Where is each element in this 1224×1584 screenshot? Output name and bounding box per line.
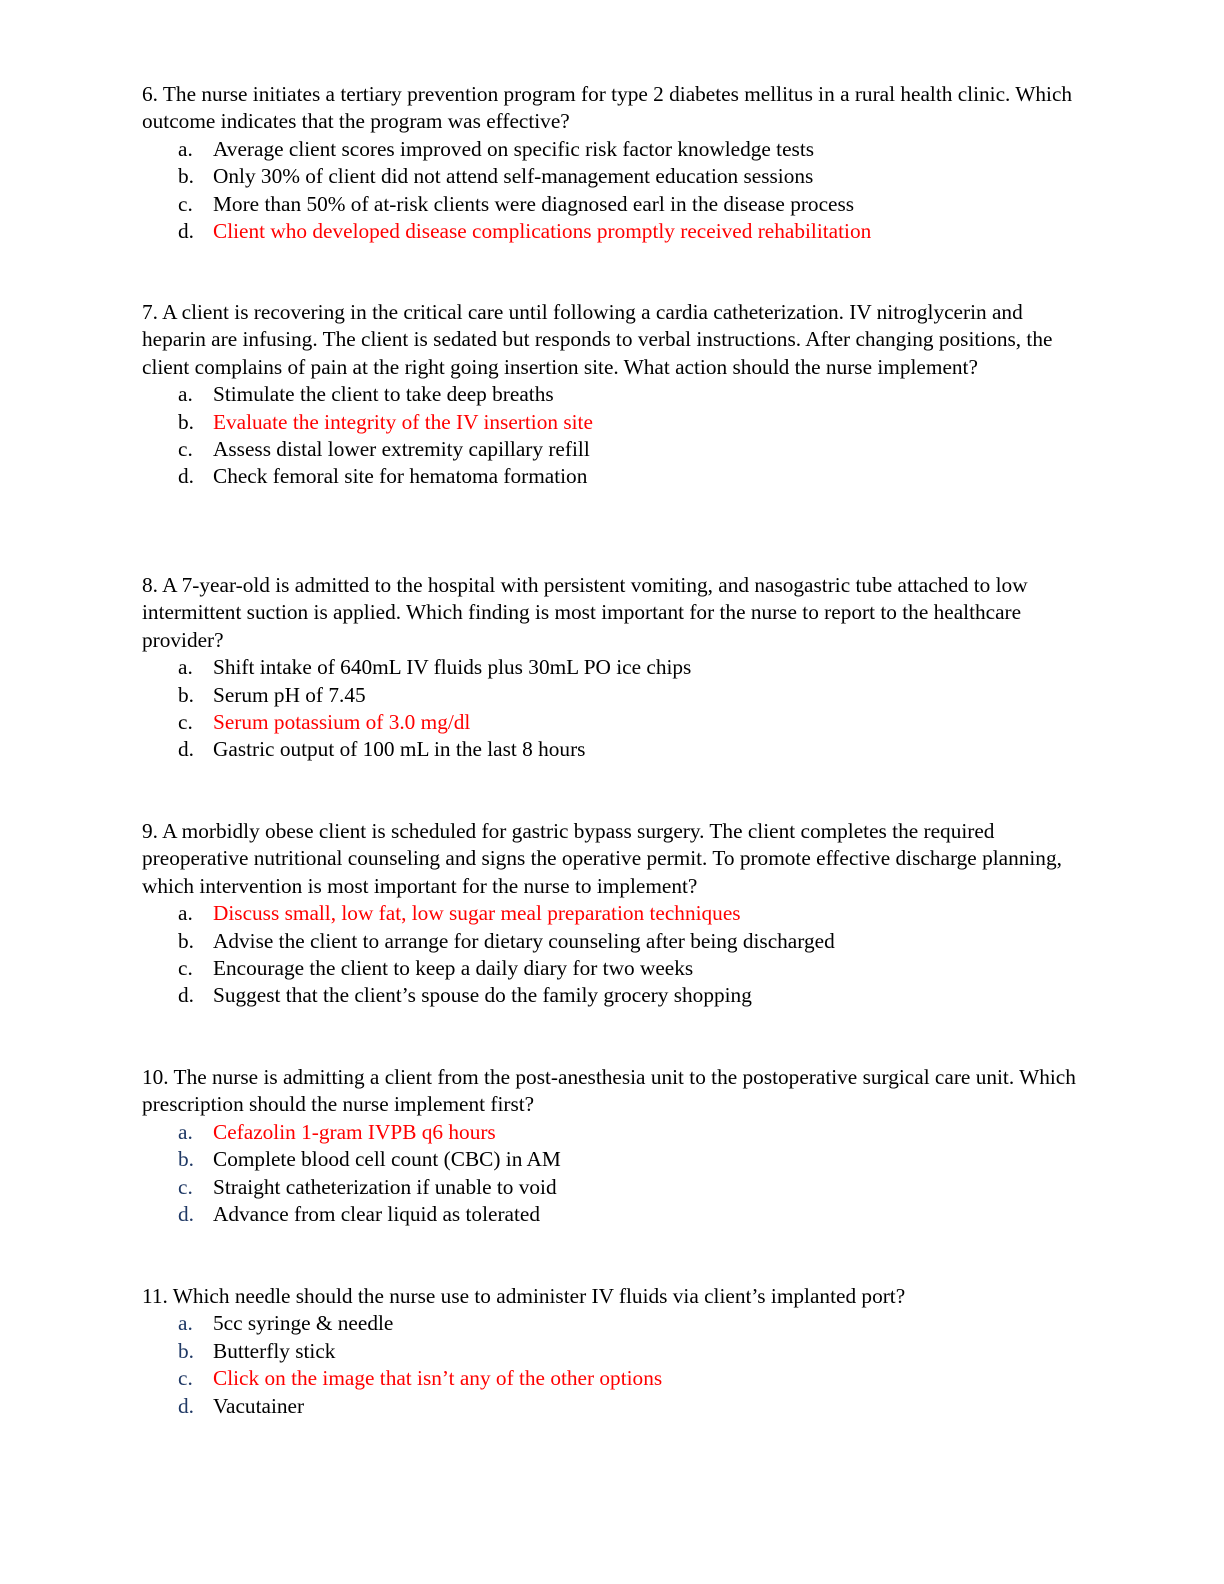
option-b <box>142 682 1082 709</box>
option-letter: a. <box>178 901 193 926</box>
option-a <box>142 900 1082 927</box>
question-stem: 10. The nurse is admitting a client from the post-anesthesia unit to the postoperative surgical care unit. Which prescription should the nurse implement first? <box>142 1065 1076 1117</box>
option-text: Suggest that the client’s spouse do the family grocery shopping <box>213 983 752 1008</box>
option-letter: d. <box>178 1201 194 1226</box>
option-d <box>142 218 1082 245</box>
option-a <box>142 1119 1082 1146</box>
highlighted-option-text: Click on the image that isn’t any of the other options <box>213 1366 663 1391</box>
option-text: Check femoral site for hematoma formation <box>213 464 588 489</box>
option-letter: d. <box>178 983 194 1008</box>
question-stem: 11. Which needle should the nurse use to administer IV fluids via client’s implanted port? <box>142 1284 906 1308</box>
question-stem: 6. The nurse initiates a tertiary prevention program for type 2 diabetes mellitus in a rural health clinic. Which outcome indicates that the program was effective? <box>142 82 1073 134</box>
question-6 <box>142 81 1082 245</box>
option-text: Advise the client to arrange for dietary counseling after being discharged <box>213 928 835 953</box>
highlighted-option-text: Serum potassium of 3.0 mg/dl <box>213 710 471 734</box>
option-b <box>142 409 1082 436</box>
option-text: Average client scores improved on specific risk factor knowledge tests <box>213 136 815 161</box>
question-9 <box>142 818 1082 1010</box>
option-letter: c. <box>178 1174 193 1199</box>
option-letter: b. <box>178 1147 194 1172</box>
option-letter: b. <box>178 409 194 434</box>
option-letter: d. <box>178 1393 194 1418</box>
option-d <box>142 1201 1082 1228</box>
option-text: Butterfly stick <box>213 1338 336 1363</box>
option-text: Only 30% of client did not attend self-management education sessions <box>213 164 814 189</box>
highlighted-option-text: Client who developed disease complications promptly received rehabilitation <box>213 218 872 243</box>
option-text: Stimulate the client to take deep breaths <box>213 382 554 407</box>
highlighted-option-text: Discuss small, low fat, low sugar meal preparation techniques <box>213 901 741 926</box>
option-c <box>142 1365 1082 1392</box>
option-text: Serum pH of 7.45 <box>213 682 366 707</box>
option-letter: a. <box>178 382 193 407</box>
option-text: Vacutainer <box>213 1393 305 1418</box>
highlighted-option-text: Cefazolin 1-gram IVPB q6 hours <box>213 1119 496 1144</box>
question-8 <box>142 572 1082 764</box>
option-letter: c. <box>178 1366 193 1391</box>
highlighted-option-text: Evaluate the integrity of the IV insertion site <box>213 409 593 434</box>
option-c <box>142 191 1082 218</box>
option-c <box>142 709 1082 736</box>
option-letter: c. <box>178 191 193 216</box>
option-letter: b. <box>178 1338 194 1363</box>
option-a <box>142 654 1082 681</box>
option-letter: d. <box>178 464 194 489</box>
option-letter: c. <box>178 710 193 734</box>
option-letter: b. <box>178 682 194 707</box>
option-a <box>142 136 1082 163</box>
option-letter: d. <box>178 737 194 762</box>
option-letter: a. <box>178 1119 193 1144</box>
option-a <box>142 381 1082 408</box>
answer-options <box>142 381 1082 491</box>
option-text: Advance from clear liquid as tolerated <box>213 1201 541 1226</box>
option-d <box>142 982 1082 1009</box>
option-text: Encourage the client to keep a daily diary for two weeks <box>213 956 694 980</box>
question-stem: 9. A morbidly obese client is scheduled for gastric bypass surgery. The client completes the required preoperative nutritional counseling and signs the operative permit. To promote effective discharge planning, which intervention is most important for the nurse to implement? <box>142 819 1062 898</box>
answer-options <box>142 654 1082 764</box>
option-letter: c. <box>178 956 193 980</box>
option-text: Shift intake of 640mL IV fluids plus 30mL PO ice chips <box>213 655 692 680</box>
option-text: 5cc syringe & needle <box>213 1311 394 1336</box>
option-letter: b. <box>178 928 194 953</box>
option-text: Gastric output of 100 mL in the last 8 hours <box>213 737 586 762</box>
option-b <box>142 163 1082 190</box>
option-b <box>142 1338 1082 1365</box>
option-letter: c. <box>178 437 193 461</box>
answer-options <box>142 136 1082 246</box>
option-d <box>142 1393 1082 1420</box>
option-c <box>142 436 1082 463</box>
answer-options <box>142 1119 1082 1229</box>
option-text: Assess distal lower extremity capillary refill <box>213 437 590 461</box>
option-letter: d. <box>178 218 194 243</box>
question-10 <box>142 1064 1082 1228</box>
question-11 <box>142 1283 1082 1420</box>
option-d <box>142 463 1082 490</box>
option-text: More than 50% of at-risk clients were diagnosed earl in the disease process <box>213 191 855 216</box>
option-text: Straight catheterization if unable to void <box>213 1174 557 1199</box>
question-stem: 8. A 7-year-old is admitted to the hospital with persistent vomiting, and nasogastric tube attached to low intermittent suction is applied. Which finding is most important for the nurse to report to the healthcare provider? <box>142 573 1028 652</box>
question-7 <box>142 299 1082 491</box>
question-stem: 7. A client is recovering in the critical care until following a cardia catheterization. IV nitroglycerin and heparin are infusing. The client is sedated but responds to verbal instructions. After changing positions, the client complains of pain at the right going insertion site. What action should the nurse implement? <box>142 300 1053 379</box>
option-b <box>142 1146 1082 1173</box>
option-a <box>142 1310 1082 1337</box>
answer-options <box>142 900 1082 1010</box>
option-letter: a. <box>178 655 193 680</box>
answer-options <box>142 1310 1082 1420</box>
option-d <box>142 736 1082 763</box>
option-c <box>142 1174 1082 1201</box>
option-text: Complete blood cell count (CBC) in AM <box>213 1147 561 1172</box>
option-b <box>142 928 1082 955</box>
option-letter: b. <box>178 164 194 189</box>
option-c <box>142 955 1082 982</box>
option-letter: a. <box>178 1311 193 1336</box>
option-letter: a. <box>178 136 193 161</box>
